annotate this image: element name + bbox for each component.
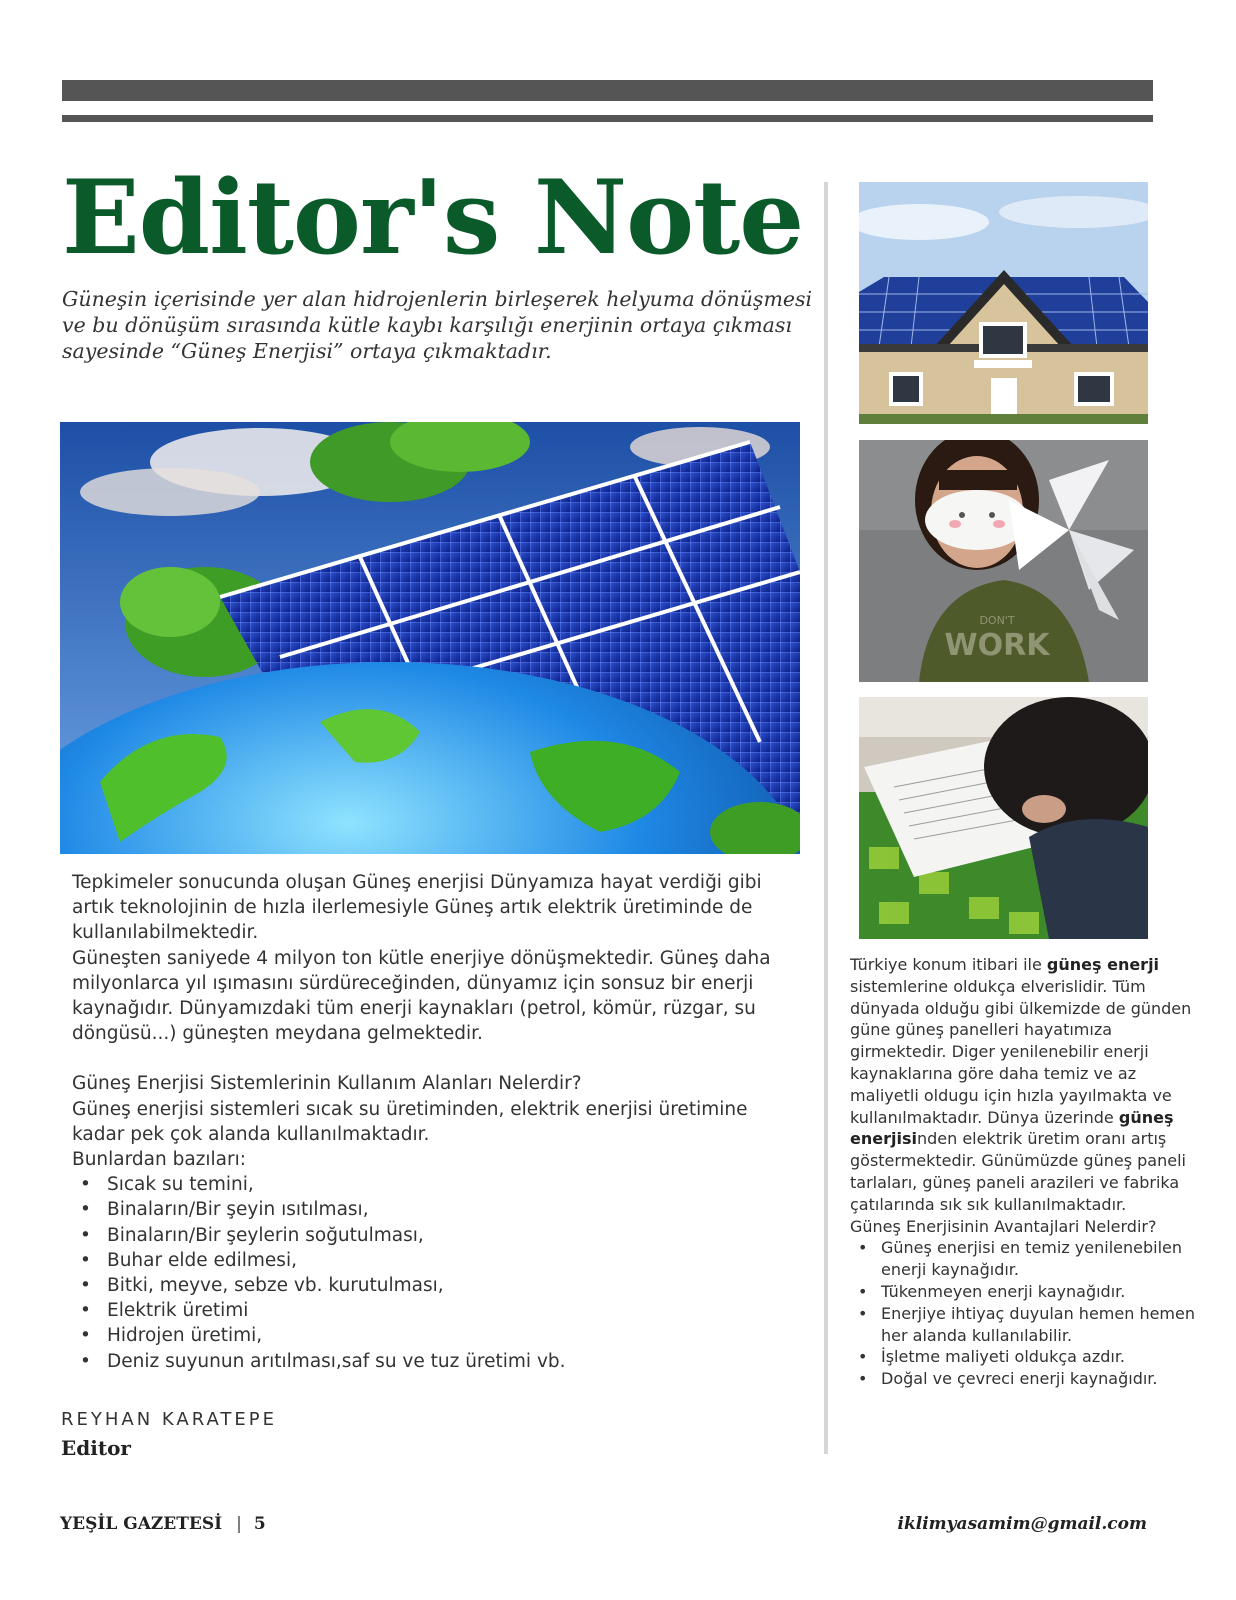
page-number: 5 <box>253 1514 266 1534</box>
shirt-text: WORK <box>944 628 1050 663</box>
author-name: REYHAN KARATEPE <box>61 1409 277 1430</box>
text-run: sistemlerine oldukça elverislidir. Tüm dünyada olduğu gibi ülkemizde de günden güne güneş panelleri hayatımıza girmektedir. Diger yenilenebilir enerji kaynaklarına göre daha temiz ve az maliyetli oldugu için hızla yayılmakta ve kullanılmaktadır. Dünya üzerinde <box>850 976 1192 1127</box>
list-item: • İşletme maliyeti oldukça azdır. <box>850 1346 1195 1368</box>
side-paragraph <box>850 954 1195 1216</box>
paragraph: Tepkimeler sonucunda oluşan Güneş enerjisi Dünyamıza hayat verdiği gibi artık teknolojinin de hızla ilerlemesiyle Güneş artık elektrik üretiminde de kullanılabilmektedir. <box>72 872 762 944</box>
solar-house-photo <box>859 182 1148 424</box>
list-item: • Güneş enerjisi en temiz yenilenebilen enerji kaynağıdır. <box>850 1237 1195 1281</box>
paragraph: Güneş enerjisi sistemleri sıcak su üretiminden, elektrik enerjisi üretimine kadar pek çok alanda kullanılmaktadır. <box>72 1098 748 1145</box>
publication-name: YEŞİL GAZETESİ <box>60 1514 223 1534</box>
solar-panels-earth-image <box>60 422 800 854</box>
shirt-small-text: DON'T <box>979 614 1015 627</box>
lead-paragraph: Güneşin içerisinde yer alan hidrojenlerin birleşerek helyuma dönüşmesi ve bu dönüşüm sırasında kütle kaybı karşılığı enerjinin ortaya çıkması sayesinde “Güneş Enerjisi” ortaya çıkmaktadır. <box>62 287 813 363</box>
list-item: • Tükenmeyen enerji kaynağıdır. <box>850 1281 1195 1303</box>
list-item: • Buhar elde edilmesi, <box>72 1248 802 1273</box>
list-item: • Enerjiye ihtiyaç duyulan hemen hemen her alanda kullanılabilir. <box>850 1303 1195 1347</box>
column-divider <box>824 182 828 1454</box>
header-rule-thick <box>62 80 1153 101</box>
page-title: Editor's Note <box>62 158 804 278</box>
spacer <box>72 1046 802 1071</box>
student-pinwheel-photo <box>859 440 1148 682</box>
section-question: Güneş Enerjisi Sistemlerinin Kullanım Alanları Nelerdir? <box>72 1073 582 1095</box>
author-role: Editor <box>61 1436 131 1460</box>
list-item: • Binaların/Bir şeyin ısıtılması, <box>72 1197 802 1222</box>
footer-email[interactable]: iklimyasamim@gmail.com <box>897 1514 1147 1534</box>
text-run: Türkiye konum itibari ile <box>850 955 1047 974</box>
list-item: • Deniz suyunun arıtılması,saf su ve tuz üretimi vb. <box>72 1349 802 1374</box>
list-item: • Hidrojen üretimi, <box>72 1323 802 1348</box>
paragraph: Güneşten saniyede 4 milyon ton kütle enerjiye dönüşmektedir. Güneş daha milyonlarca yıl ışımasını sürdüreceğinden, dünyamız için sonsuz bir enerji kaynağıdır. Dünyamızdaki tüm enerji kaynakları (petrol, kömür, rüzgar, su döngüsü...) güneşten meydana gelmektedir. <box>72 947 771 1045</box>
list-intro: Bunlardan bazıları: <box>72 1149 246 1171</box>
list-item: • Sıcak su temini, <box>72 1172 802 1197</box>
side-article <box>850 954 1195 1390</box>
student-writing-photo <box>859 697 1148 939</box>
list-item: • Doğal ve çevreci enerji kaynağıdır. <box>850 1368 1195 1390</box>
uses-list <box>72 1172 802 1374</box>
footer-publication <box>60 1514 266 1534</box>
list-item: • Binaların/Bir şeylerin soğutulması, <box>72 1223 802 1248</box>
main-article <box>72 870 802 1374</box>
bold-keyword: güneş enerji <box>1046 955 1160 974</box>
advantages-list <box>850 1237 1195 1390</box>
header-rule-thin <box>62 115 1153 122</box>
footer-separator: | <box>236 1514 242 1534</box>
side-question: Güneş Enerjisinin Avantajlari Nelerdir? <box>850 1216 1157 1236</box>
list-item: • Elektrik üretimi <box>72 1298 802 1323</box>
list-item: • Bitki, meyve, sebze vb. kurutulması, <box>72 1273 802 1298</box>
bold-keyword: güneş enerjisi <box>850 1107 1174 1149</box>
text-run: nden elektrik üretim oranı artış göstermektedir. Günümüzde güneş paneli tarlaları, güneş paneli arazileri ve fabrika çatılarında sık sık kullanılmaktadır. <box>850 1129 1186 1214</box>
